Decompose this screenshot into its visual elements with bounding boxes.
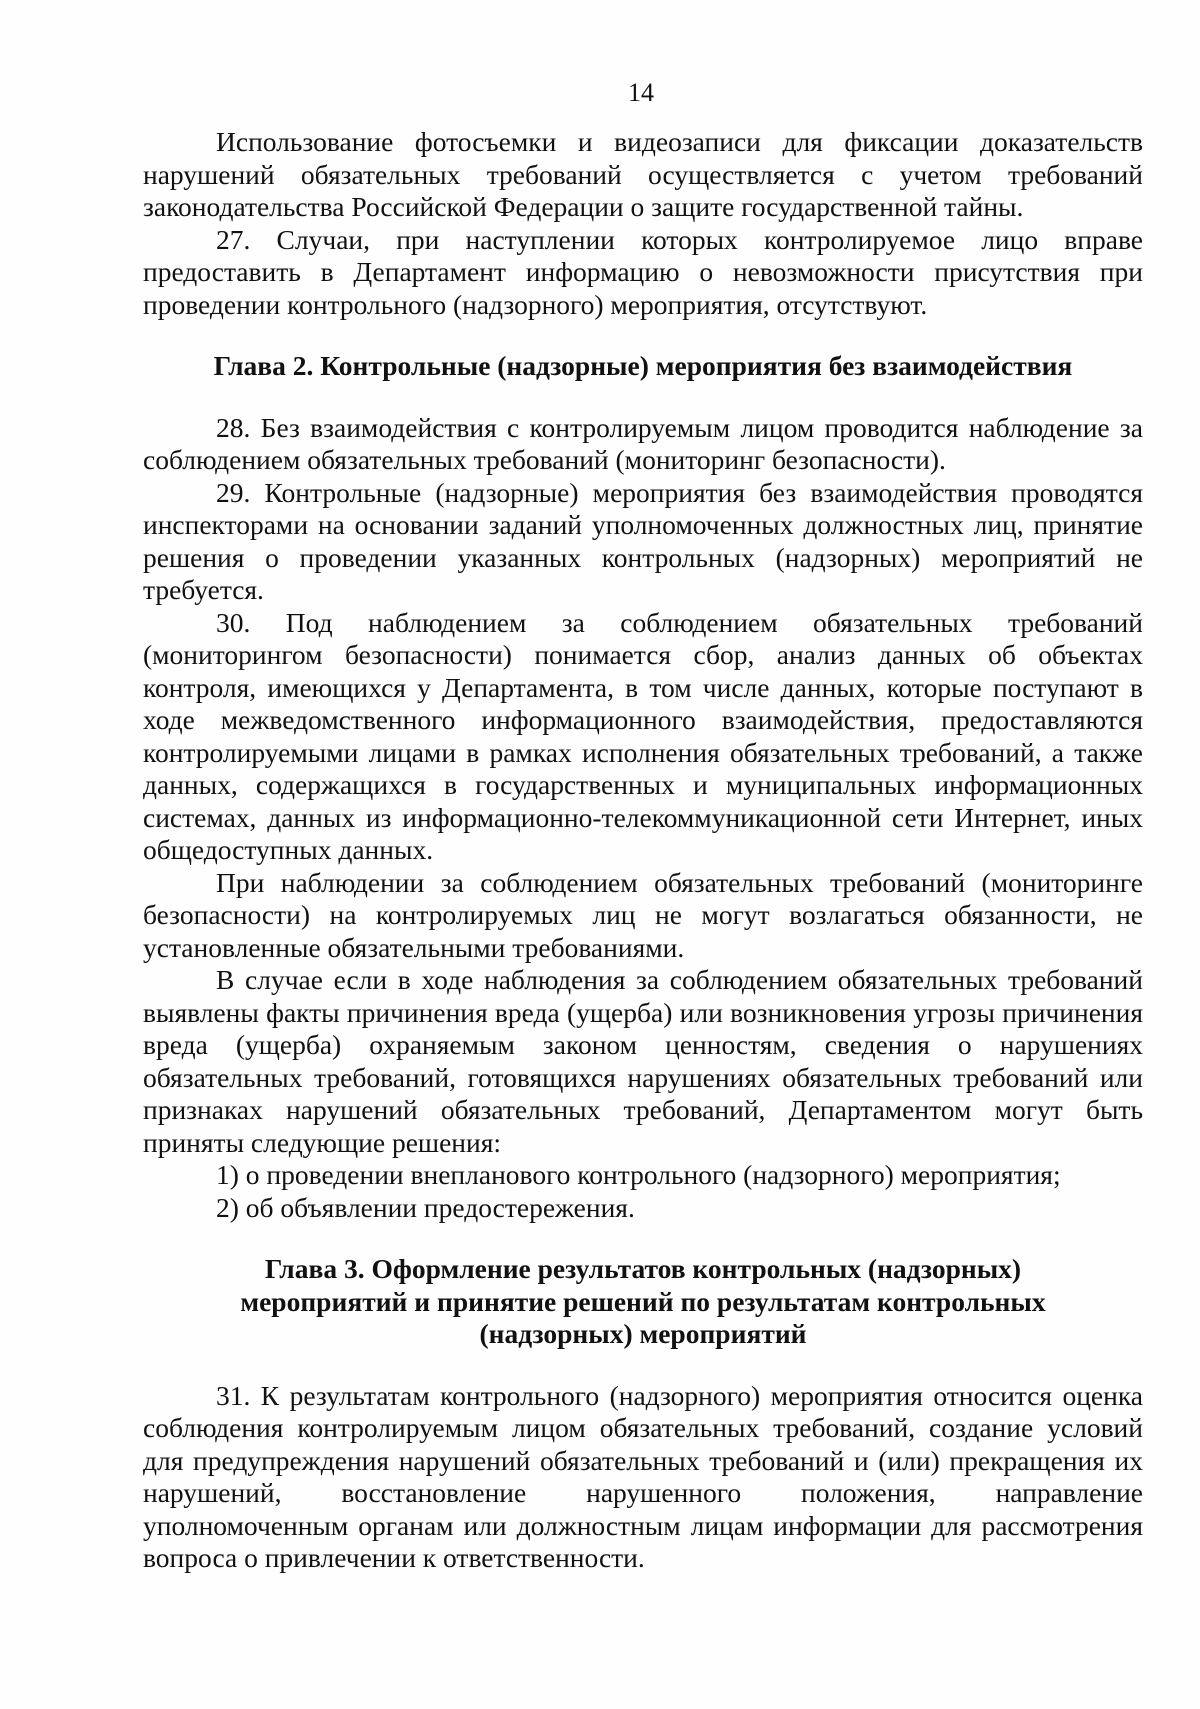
paragraph-30-observation: При наблюдении за соблюдением обязательных требований (мониторинге безопасности) на контролируемых лиц не могут возлагаться обязанности, не установленные обязательными требованиями. [143,866,1143,963]
paragraph-27: 27. Случаи, при наступлении которых контролируемое лицо вправе предоставить в Департамент информацию о невозможности присутствия при проведении контрольного (надзорного) мероприятия, отсутствуют. [143,223,1143,320]
paragraph-28: 28. Без взаимодействия с контролируемым лицом проводится наблюдение за соблюдением обязательных требований (мониторинг безопасности). [143,411,1143,475]
list-item-2: 2) об объявлении предостережения. [216,1191,635,1223]
chapter-2-heading-block [143,350,1143,383]
chapter-3-heading-block [143,1253,1143,1351]
list-item-1: 1) о проведении внепланового контрольного (надзорного) мероприятия; [216,1159,1061,1190]
paragraph-30: 30. Под наблюдением за соблюдением обязательных требований (мониторингом безопасности) понимается сбор, анализ данных об объектах контроля, имеющихся у Департамента, в том числе данных, которые поступают в ходе межведомственного информационного взаимодействия, предоставляются контролируемыми лицами в рамках исполнения обязательных требований, а также данных, содержащихся в государственных и муниципальных информационных системах, данных из информационно-телекоммуникационной сети Интернет, иных общедоступных данных. [143,606,1143,865]
paragraph-31: 31. К результатам контрольного (надзорного) мероприятия относится оценка соблюдения контролируемым лицом обязательных требований, создание условий для предупреждения нарушений обязательных требований и (или) прекращения их нарушений, восстановление нарушенного положения, направление уполномоченным органам или должностным лицам информации для рассмотрения вопроса о привлечении к ответственности. [143,1379,1143,1573]
paragraph-30-case: В случае если в ходе наблюдения за соблюдением обязательных требований выявлены факты причинения вреда (ущерба) или возникновения угрозы причинения вреда (ущерба) охраняемым законом ценностям, сведения о нарушениях обязательных требований, готовящихся нарушениях обязательных требований или признаках нарушений обязательных требований, Департаментом могут быть приняты следующие решения: [143,964,1143,1158]
chapter-3-heading [143,1253,1143,1351]
chapter-3-heading-line-3: (надзорных) мероприятий [479,1318,807,1349]
page-number: 14 [628,78,654,107]
chapter-3-heading-line-1: Глава 3. Оформление результатов контрольных (надзорных) [264,1253,1022,1284]
document-body [143,126,1143,1575]
paragraph-photo-video: Использование фотосъемки и видеозаписи для фиксации доказательств нарушений обязательных требований осуществляется с учетом требований законодательства Российской Федерации о защите государственной тайны. [143,126,1143,222]
chapter-2-heading: Глава 2. Контрольные (надзорные) мероприятия без взаимодействия [213,350,1073,381]
chapter-3-heading-line-2: мероприятий и принятие решений по результатам контрольных [240,1285,1046,1317]
paragraph-29: 29. Контрольные (надзорные) мероприятия без взаимодействия проводятся инспекторами на основании заданий уполномоченных должностных лиц, принятие решения о проведении указанных контрольных (надзорных) мероприятий не требуется. [143,476,1143,605]
